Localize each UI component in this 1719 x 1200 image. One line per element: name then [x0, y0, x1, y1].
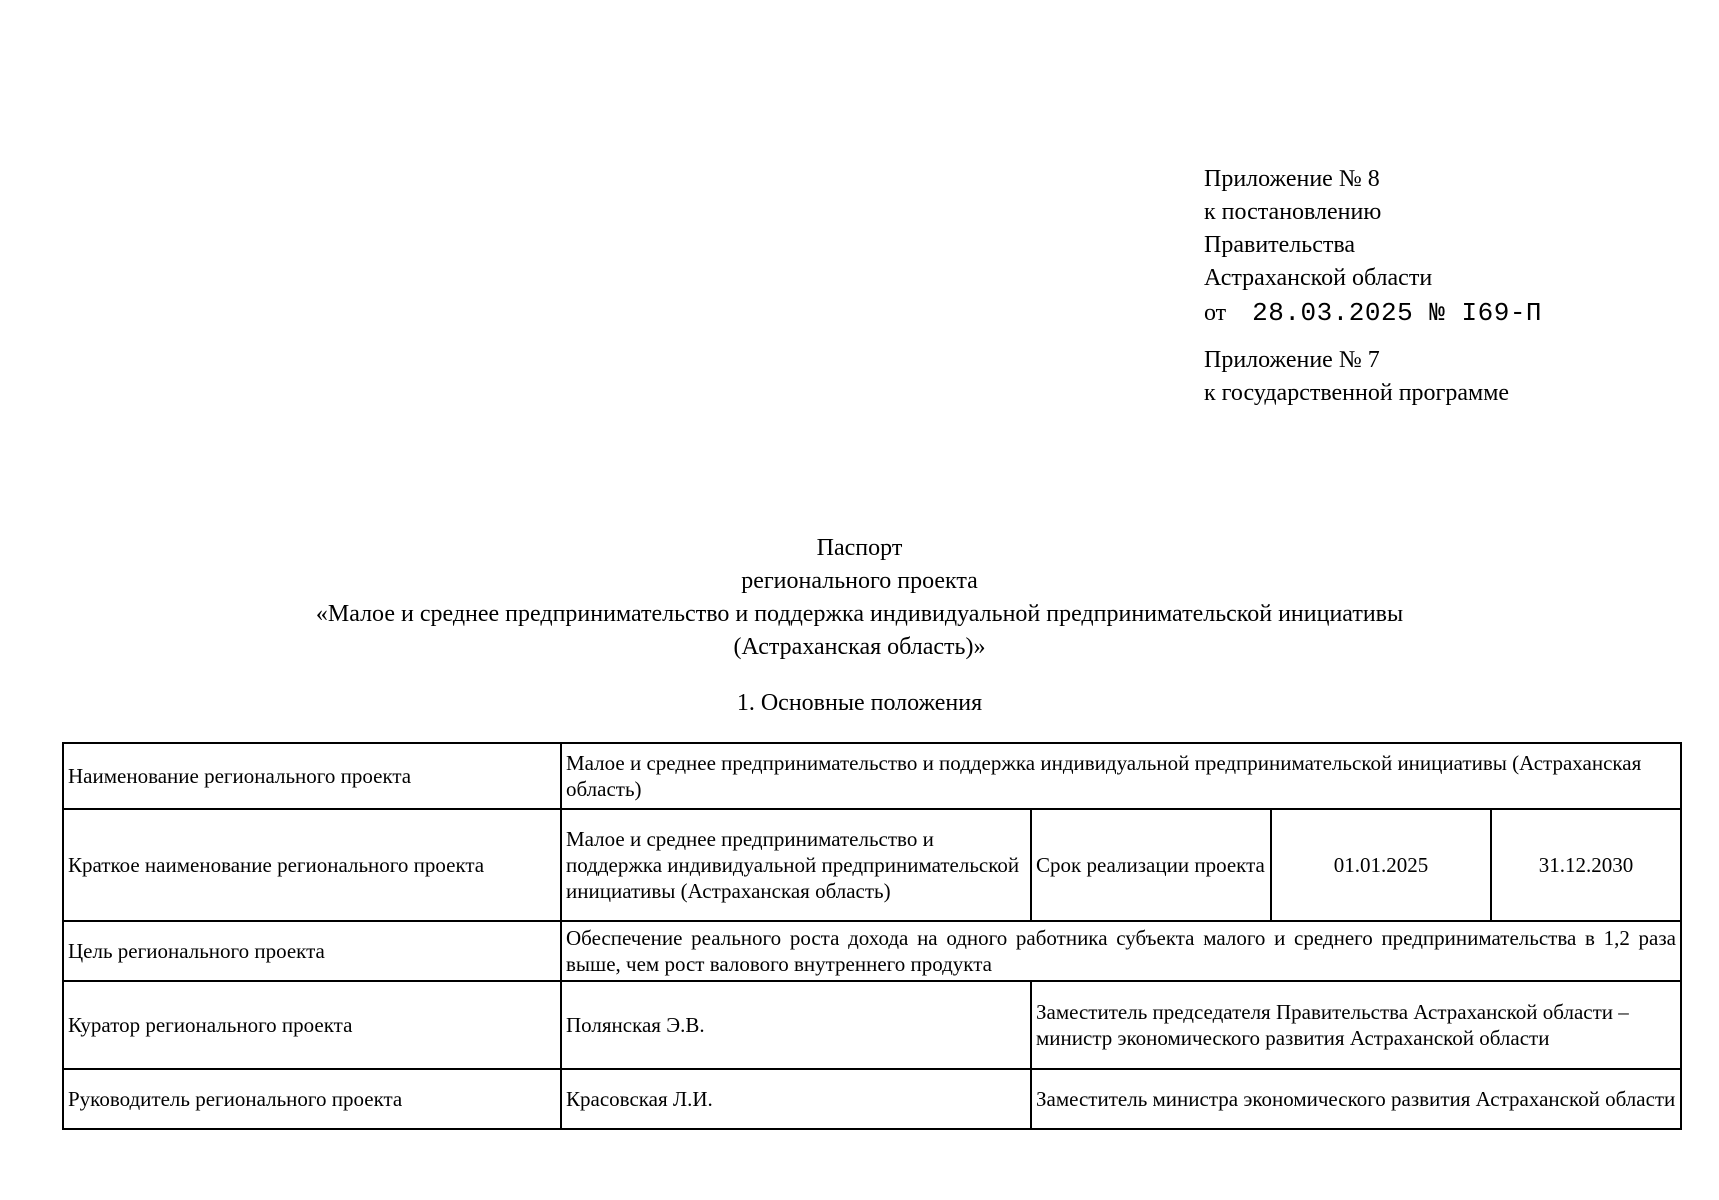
appendix-header	[1204, 163, 1542, 410]
table-row	[63, 743, 1681, 809]
from-label: от	[1204, 300, 1227, 326]
title-line-region: (Астраханская область)»	[733, 634, 986, 660]
document-title	[0, 532, 1719, 664]
head-position-cell: Заместитель министра экономического развития Астраханской области	[1031, 1069, 1681, 1129]
date-number-stamp: 28.03.2025 № I69-П	[1252, 298, 1543, 328]
table-row	[63, 981, 1681, 1069]
title-line-regional-project: регионального проекта	[741, 568, 978, 594]
end-date-cell: 31.12.2030	[1491, 809, 1681, 921]
appendix-number: Приложение № 8	[1204, 166, 1380, 192]
row-label: Наименование регионального проекта	[63, 743, 561, 809]
passport-table	[62, 742, 1682, 1130]
row-label: Куратор регионального проекта	[63, 981, 561, 1069]
start-date-cell: 01.01.2025	[1271, 809, 1491, 921]
curator-name-cell: Полянская Э.В.	[561, 981, 1031, 1069]
program-appendix-number: Приложение № 7	[1204, 347, 1380, 373]
table-row	[63, 921, 1681, 981]
title-line-passport: Паспорт	[816, 535, 903, 561]
project-name-cell: Малое и среднее предпринимательство и поддержка индивидуальной предпринимательской инициативы (Астраханская область)	[561, 743, 1681, 809]
government-text: Правительства	[1204, 232, 1356, 258]
to-program-text: к государственной программе	[1204, 380, 1510, 406]
to-resolution-text: к постановлению	[1204, 199, 1382, 225]
date-line	[1204, 297, 1542, 330]
short-name-cell: Малое и среднее предпринимательство и поддержка индивидуальной предпринимательской инициативы (Астраханская область)	[561, 809, 1031, 921]
goal-cell: Обеспечение реального роста дохода на одного работника субъекта малого и среднего предпринимательства в 1,2 раза выше, чем рост валового внутреннего продукта	[561, 921, 1681, 981]
row-label: Краткое наименование регионального проекта	[63, 809, 561, 921]
term-label-cell: Срок реализации проекта	[1031, 809, 1271, 921]
curator-position-cell: Заместитель председателя Правительства Астраханской области – министр экономического развития Астраханской области	[1031, 981, 1681, 1069]
table-row	[63, 809, 1681, 921]
title-line-project-name: «Малое и среднее предпринимательство и поддержка индивидуальной предпринимательской инициативы	[315, 601, 1404, 627]
row-label: Цель регионального проекта	[63, 921, 561, 981]
table-row	[63, 1069, 1681, 1129]
region-text: Астраханской области	[1204, 265, 1433, 291]
row-label: Руководитель регионального проекта	[63, 1069, 561, 1129]
head-name-cell: Красовская Л.И.	[561, 1069, 1031, 1129]
section-heading: 1. Основные положения	[736, 690, 983, 716]
